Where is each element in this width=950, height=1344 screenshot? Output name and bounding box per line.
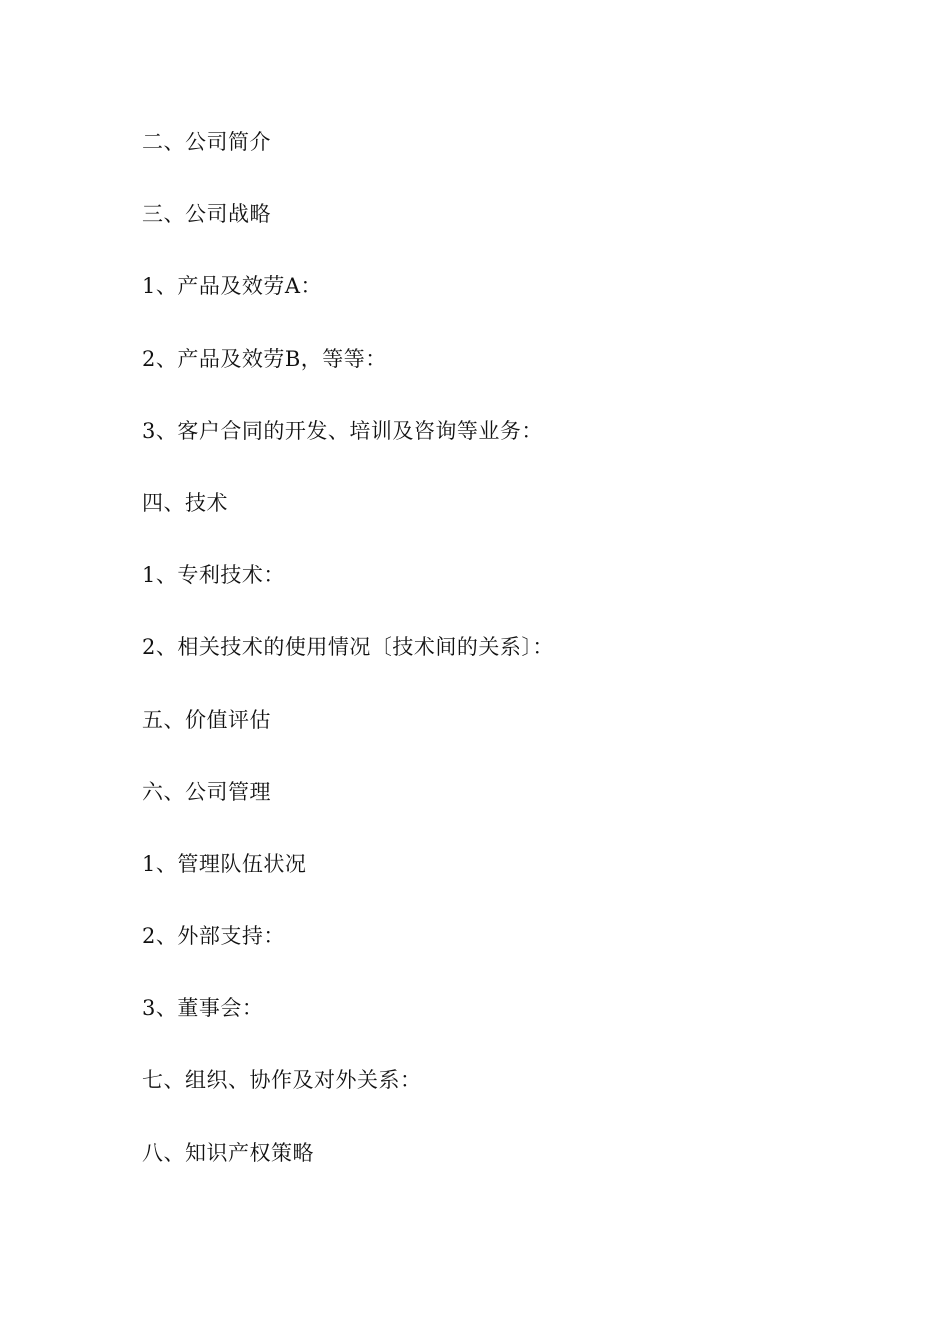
heading-company-profile: 二、公司简介 xyxy=(142,130,271,154)
heading-ip-strategy: 八、知识产权策略 xyxy=(142,1140,314,1165)
item-management-team: 1、管理队伍状况 xyxy=(142,851,307,876)
item-patent-technology: 1、专利技术： xyxy=(142,563,285,588)
item-board-of-directors: 3、董事会： xyxy=(142,996,264,1021)
heading-organization-relations: 七、组织、协作及对外关系： xyxy=(142,1068,422,1093)
heading-company-strategy: 三、公司战略 xyxy=(142,202,271,227)
plan-outline xyxy=(142,124,554,1207)
item-related-technology: 2、相关技术的使用情况〔技术间的关系〕： xyxy=(142,635,554,660)
heading-company-management: 六、公司管理 xyxy=(142,779,271,804)
heading-technology: 四、技术 xyxy=(142,490,228,515)
item-external-support: 2、外部支持： xyxy=(142,924,285,949)
item-product-service-a: 1、产品及效劳A： xyxy=(142,274,323,299)
heading-valuation: 五、价值评估 xyxy=(142,707,271,732)
item-product-service-b: 2、产品及效劳B，等等： xyxy=(142,346,387,371)
item-client-contracts: 3、客户合同的开发、培训及咨询等业务： xyxy=(142,418,543,443)
